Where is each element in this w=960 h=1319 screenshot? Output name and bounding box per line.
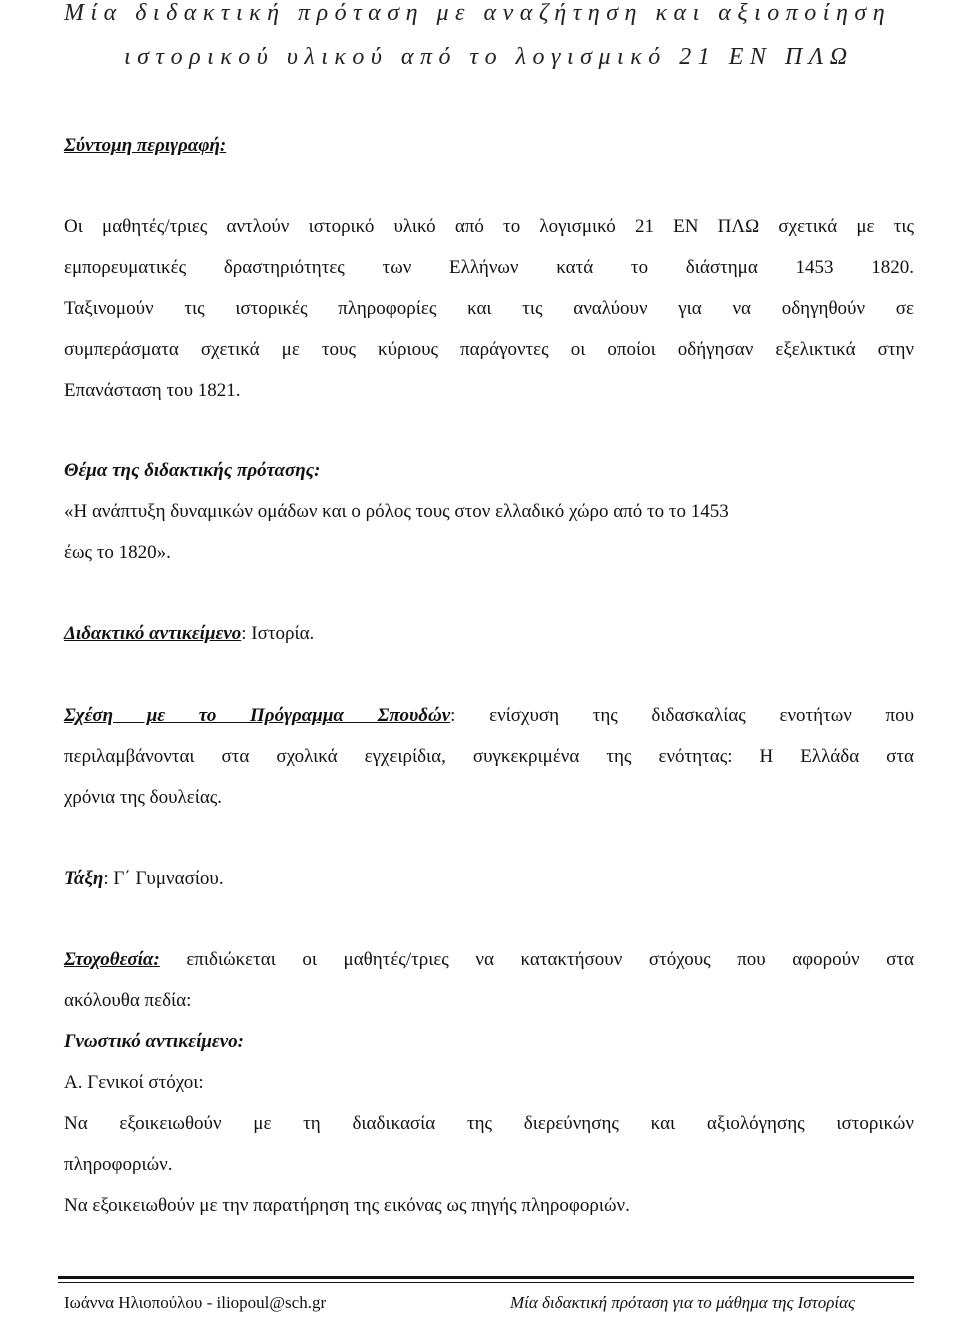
summary-line-3: Ταξινομούν τις ιστορικές πληροφορίες και τις αναλύουν για να οδηγηθούν σε bbox=[64, 298, 914, 319]
footer-author: Ιωάννα Ηλιοπούλου - iliopoul@sch.gr bbox=[64, 1293, 327, 1312]
summary-heading: Σύντομη περιγραφή: bbox=[64, 135, 227, 156]
objectives-section bbox=[64, 939, 914, 1226]
objectives-label: Στοχοθεσία: bbox=[64, 949, 160, 970]
curriculum-section bbox=[64, 695, 914, 818]
goal-1-line-1: Να εξοικειωθούν με τη διαδικασία της διερεύνησης και αξιολόγησης ιστορικών bbox=[64, 1113, 914, 1134]
grade-section bbox=[64, 858, 914, 899]
topic-line-2: έως το 1820». bbox=[64, 542, 171, 563]
grade-value: : Γ΄ Γυμνασίου. bbox=[103, 868, 224, 889]
footer-doc-title: Μία διδακτική πρόταση για το μάθημα της Ιστορίας bbox=[510, 1293, 855, 1312]
goal-2: Να εξοικειωθούν με την παρατήρηση της εικόνας ως πηγής πληροφοριών. bbox=[64, 1195, 630, 1216]
grade-line bbox=[64, 858, 914, 899]
cognitive-heading: Γνωστικό αντικείμενο: bbox=[64, 1031, 244, 1052]
summary-line-4: συμπεράσματα σχετικά με τους κύριους παράγοντες οι οποίοι οδήγησαν εξελικτικά στην bbox=[64, 339, 914, 360]
objectives-line-1: Στοχοθεσία: επιδιώκεται οι μαθητές/τριες να κατακτήσουν στόχους που αφορούν στα bbox=[64, 949, 914, 970]
summary-line-2: εμπορευματικές δραστηριότητες των Ελλήνων κατά το διάστημα 1453 1820. bbox=[64, 257, 914, 278]
subject-line bbox=[64, 613, 914, 654]
topic-line-1: «Η ανάπτυξη δυναμικών ομάδων και ο ρόλος τους στον ελλαδικό χώρο από το το 1453 bbox=[64, 501, 729, 522]
topic-section bbox=[64, 450, 914, 573]
grade-label: Τάξη bbox=[64, 868, 104, 889]
document-title-line-2: ιστορικού υλικού από το λογισμικό 21 ΕΝ ΠΛΩ bbox=[124, 44, 854, 70]
objectives-line-2: ακόλουθα πεδία: bbox=[64, 990, 192, 1011]
document-title-line-1: Μία διδακτική πρόταση με αναζήτηση και αξιοποίηση bbox=[64, 0, 892, 26]
summary-line-5: Επανάσταση του 1821. bbox=[64, 380, 241, 401]
subject-value: : Ιστορία. bbox=[241, 623, 315, 644]
footer-rule-thick bbox=[58, 1276, 914, 1279]
curriculum-line-2: περιλαμβάνονται στα σχολικά εγχειρίδια, συγκεκριμένα της ενότητας: Η Ελλάδα στα bbox=[64, 746, 914, 767]
summary-section bbox=[64, 125, 914, 166]
curriculum-line-3: χρόνια της δουλείας. bbox=[64, 787, 223, 808]
curriculum-label: Σχέση με το Πρόγραμμα Σπουδών bbox=[64, 705, 451, 726]
curriculum-line-1: Σχέση με το Πρόγραμμα Σπουδών: ενίσχυση της διδασκαλίας ενοτήτων που bbox=[64, 705, 914, 726]
summary-line-1: Οι μαθητές/τριες αντλούν ιστορικό υλικό από το λογισμικό 21 ΕΝ ΠΛΩ σχετικά με τις bbox=[64, 216, 914, 237]
topic-heading: Θέμα της διδακτικής πρότασης: bbox=[64, 460, 321, 481]
general-goals-label: Α. Γενικοί στόχοι: bbox=[64, 1072, 204, 1093]
subject-label: Διδακτικό αντικείμενο bbox=[64, 623, 242, 644]
footer-rule-thin bbox=[58, 1282, 914, 1283]
goal-1-line-2: πληροφοριών. bbox=[64, 1154, 173, 1175]
summary-text bbox=[64, 206, 914, 411]
subject-section bbox=[64, 613, 914, 654]
